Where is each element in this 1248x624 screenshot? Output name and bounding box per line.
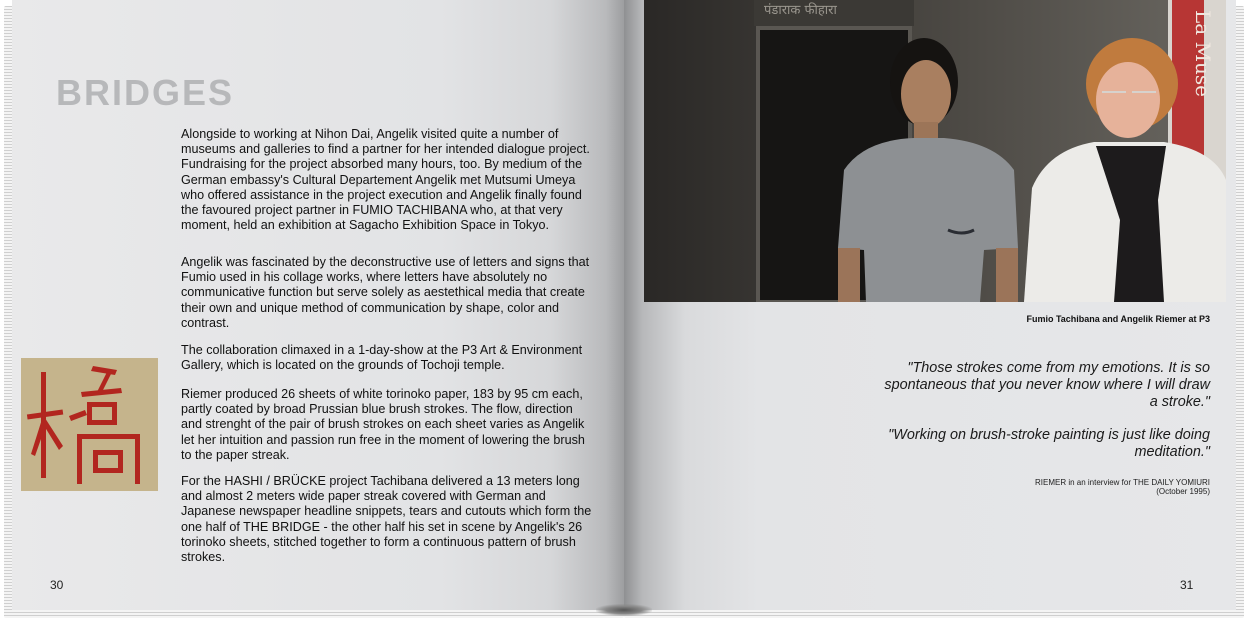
left-page xyxy=(12,0,624,610)
photo-sign-text: पंडाराक फीहारा xyxy=(764,3,837,18)
photo xyxy=(644,0,1226,302)
photo-banner-text: La Muse xyxy=(1191,10,1215,98)
quote: "Those strokes come from my emotions. It is so spontaneous that you never know where I will draw a stroke." xyxy=(884,360,1210,410)
paragraph: Riemer produced 26 sheets of white torinoko paper, 183 by 95 cm each, partly coated by broad Prussian blue brush strokes. The flow, direction and strenght of the pair of brush strokes on each sheet varies as Angelik let her intuition and passion run free in the moment of lowering the brush to the paper streak. xyxy=(181,387,585,462)
page-title: BRIDGES xyxy=(56,72,235,113)
quote: "Working on brush-stroke painting is just like doing meditation." xyxy=(888,427,1210,460)
page-number: 30 xyxy=(50,578,64,592)
credit-line: RIEMER in an interview for THE DAILY YOMIURI xyxy=(1034,478,1210,487)
photo-caption: Fumio Tachibana and Angelik Riemer at P3 xyxy=(1026,314,1210,324)
credit-date: (October 1995) xyxy=(1156,487,1210,496)
paragraph: The collaboration climaxed in a 1-day-show at the P3 Art & Environment Gallery, which is located on the grounds of Tochoji temple. xyxy=(181,343,583,373)
paragraph: Alongside to working at Nihon Dai, Angelik visited quite a number of museums and galleries to find a partner for her intended dialogue project. Fundraising for the project absorbed many hours, too. By medium of the German embassy's Cultural Departement Angelik met Mutsumi Umeya who offered assistance in the project execution and Angelik finally found the favoured project partner in FUMIO TACHIBANA who, at that very moment, held an exhibition at Sagacho Exhibition Space in Tokyo. xyxy=(181,127,590,233)
paragraph: Angelik was fascinated by the deconstructive use of letters and signs that Fumio used in his collage works, where letters have absolutely no communicative function but serve solely as aestethical media that create their own and unique method of communication by shape, color and contrast. xyxy=(181,255,590,330)
page-number: 31 xyxy=(1180,578,1194,592)
paragraph: For the HASHI / BRÜCKE project Tachibana delivered a 13 meters long and almost 2 meters wide paper streak covered with German and Japanese newspaper headline snippets, tears and cutouts which form the one half of THE BRIDGE - the other half his set in scene by Angelik's 26 torinoko sheets, stitched together to form a continuous pattern of brush strokes. xyxy=(181,474,592,565)
quote-credit xyxy=(1035,478,1210,496)
right-page xyxy=(624,0,1236,610)
calligraphy-image xyxy=(21,358,158,491)
spine-shadow xyxy=(596,604,652,616)
